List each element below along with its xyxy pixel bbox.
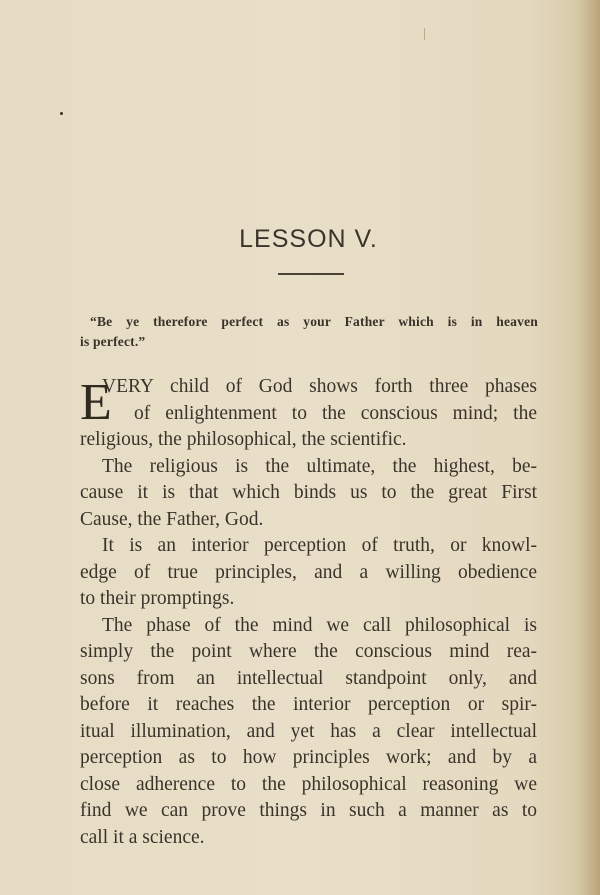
body-line: before it reaches the interior perception or spir- [80,694,537,715]
body-line: cause it is that which binds us to the great First [80,482,537,503]
body-line: The religious is the ultimate, the highest, be- [102,455,537,477]
body-line: It is an interior perception of truth, or knowl- [102,535,537,556]
body-line: sons from an intellectual standpoint only, and [80,667,537,689]
body-line: edge of true principles, and a willing obedience [80,561,537,583]
body-line: call it a science. [80,826,205,848]
body-line: to their promptings. [80,588,235,609]
body-text [80,374,537,851]
lesson-heading: LESSON V. [239,224,378,253]
body-line: Cause, the Father, God. [80,508,264,530]
body-line: find we can prove things in such a manner as to [80,800,537,821]
body-line: of enlightenment to the conscious mind; the [134,402,537,424]
scan-mark [424,28,425,40]
body-line: religious, the philosophical, the scientific. [80,429,407,450]
heading-divider [278,273,344,275]
drop-cap: E [80,374,112,431]
body-line: itual illumination, and yet has a clear intellectual [80,720,537,742]
scan-speck [60,112,63,115]
body-line: close adherence to the philosophical reasoning we [80,773,537,795]
body-line: VERY child of God shows forth three phases [102,376,537,397]
body-line: The phase of the mind we call philosophical is [102,614,537,636]
epigraph-line: is perfect.” [80,334,146,349]
body-line: simply the point where the conscious mind rea- [80,641,537,662]
epigraph-line: “Be ye therefore perfect as your Father which is in heaven [90,314,538,329]
body-line: perception as to how principles work; and by a [80,747,537,768]
epigraph [80,312,538,352]
